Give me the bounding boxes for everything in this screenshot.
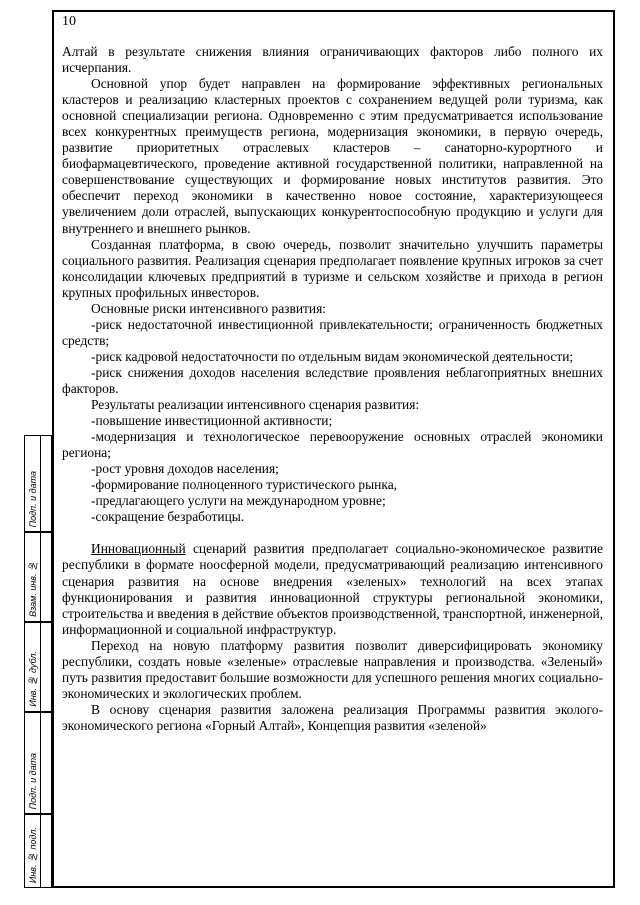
list-item: -предлагающего услуги на международном уровне; [91,493,386,509]
stamp-label: Подп. и дата [28,470,38,527]
innovative-paragraph [62,541,603,637]
risks-heading: Основные риски интенсивного развития: [91,300,326,316]
paragraph: Основной упор будет направлен на формирование эффективных региональных кластеров и реализацию кластерных проектов с сохранением ведущей роли туризма, как основной специализации региона. Одновременно с этим предусматривается использование всех конкурентных преимуществ региона, модернизация экономики, в первую очередь, развитие приоритетных отраслевых кластеров – санаторно-курортного и биофармацевтического, проведение активной государственной политики, направленной на совершенствование существующих и формирование новых институтов развития. Это обеспечит переход экономики в качественно новое состояние, характеризующееся увеличением доли отраслей, выпускающих конкурентоспособную продукцию и услуги для внутреннего и внешнего рынков. [62,76,603,236]
results-heading: Результаты реализации интенсивного сценария развития: [91,397,420,413]
innovative-term: Инновационный [91,541,186,557]
document-body [62,44,603,734]
list-item: -модернизация и технологическое перевооружение основных отраслей экономики региона; [62,429,603,461]
paragraph: Созданная платформа, в свою очередь, позволит значительно улучшить параметры социального развития. Реализация сценария предполагает появление крупных игроков за счет консолидации ключевых предприятий в туризме и сельском хозяйстве и прихода в регион крупных профильных инвесторов. [62,236,603,300]
stamp-label: Взам. инв. № [28,561,38,617]
stamp-signature-date-2 [24,712,52,814]
stamp-signature-date-1 [24,435,52,532]
innovative-text: сценарий развития предполагает социально-экономическое развитие республики в формате ноосферной модели, предусматривающий реализацию интенсивного сценария развития на основе внедрения «зеленых» технологий на всех этапах функционирования и развития инновационной структуры региональной экономики, строительства и введения в действие объектов производственной, транспортной, инженерной, информационной и социальной инфраструктур. [62,541,603,637]
list-item: -риск снижения доходов населения вследствие проявления неблагоприятных внешних факторов. [62,364,603,396]
list-item: -риск кадровой недостаточности по отдельным видам экономической деятельности; [91,348,574,364]
page-number: 10 [62,14,76,29]
list-item: -повышение инвестиционной активности; [91,413,333,429]
stamp-label: Инв. № дубл. [28,651,38,707]
paragraph: В основу сценария развития заложена реализация Программы развития эколого-экономического региона «Горный Алтай», Концепция развития «зеленой» [62,701,603,733]
paragraph: Алтай в результате снижения влияния ограничивающих факторов либо полного их исчерпания. [62,44,603,76]
stamp-label: Инв. № подл. [28,826,38,883]
list-item: -сокращение безработицы. [91,509,245,525]
list-item: -формирование полноценного туристического рынка, [91,477,398,493]
list-item: -риск недостаточной инвестиционной привлекательности; ограниченность бюджетных средств; [62,316,603,348]
paragraph: Переход на новую платформу развития позволит диверсифицировать экономику республики, создать новые «зеленые» отраслевые направления и производства. «Зеленый» путь развития предоставит большие возможности для успешного решения многих социально-экономических и экологических проблем. [62,637,603,701]
stamp-replace-inv [24,532,52,622]
stamp-label: Подп. и дата [28,752,38,809]
list-item: -рост уровня доходов населения; [91,461,279,477]
stamp-original-inv [24,814,52,888]
stamp-dup-inv [24,622,52,712]
